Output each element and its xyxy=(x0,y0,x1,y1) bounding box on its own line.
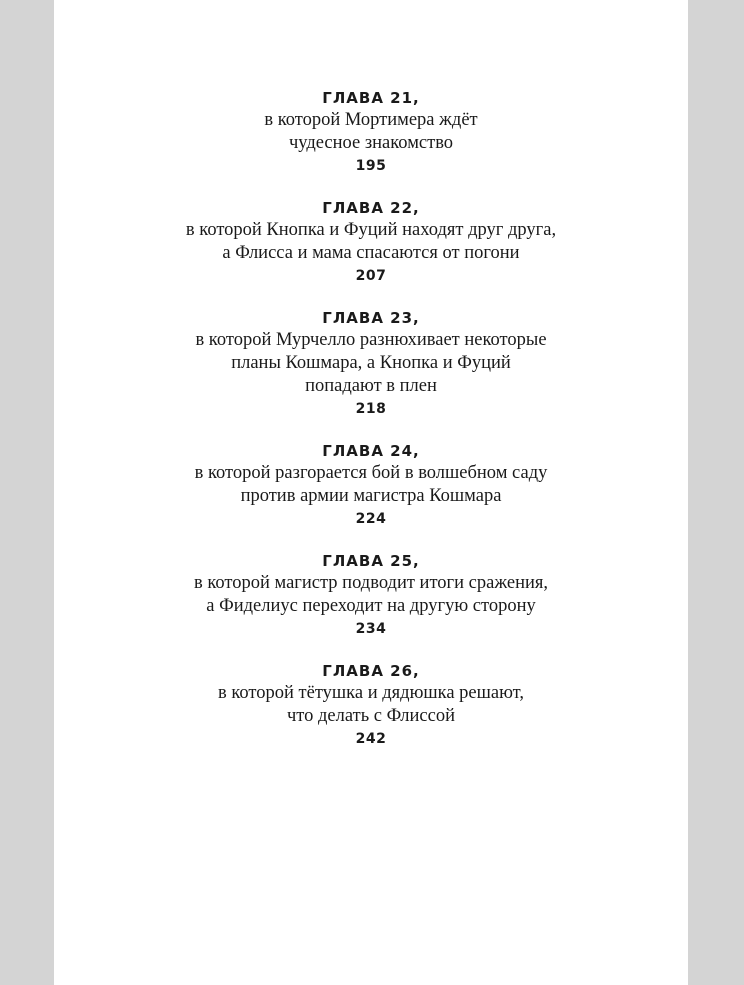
page-number: 218 xyxy=(355,401,387,417)
toc-entry xyxy=(54,197,688,287)
description-line: в которой магистр подводит итоги сражения, xyxy=(193,573,549,593)
chapter-heading: ГЛАВА 24, xyxy=(322,442,420,460)
chapter-description xyxy=(54,219,688,265)
description-line: что делать с Флиссой xyxy=(287,706,455,726)
description-line: попадают в плен xyxy=(305,376,437,396)
description-line: в которой Мурчелло разнюхивает некоторые xyxy=(195,330,547,350)
description-line: в которой Мортимера ждёт xyxy=(264,110,478,130)
book-page xyxy=(54,0,688,985)
toc-entry xyxy=(54,87,688,177)
table-of-contents xyxy=(54,87,688,770)
description-line: в которой тётушка и дядюшка решают, xyxy=(218,683,524,703)
chapter-description xyxy=(54,572,688,618)
chapter-heading: ГЛАВА 21, xyxy=(322,89,420,107)
chapter-heading: ГЛАВА 23, xyxy=(322,309,420,327)
chapter-description xyxy=(54,109,688,155)
toc-entry xyxy=(54,440,688,530)
description-line: планы Кошмара, а Кнопка и Фуций xyxy=(231,353,511,373)
description-line: а Фиделиус переходит на другую сторону xyxy=(206,596,536,616)
chapter-heading: ГЛАВА 25, xyxy=(322,552,420,570)
chapter-heading: ГЛАВА 26, xyxy=(322,662,420,680)
description-line: а Флисса и мама спасаются от погони xyxy=(222,243,520,263)
toc-entry xyxy=(54,550,688,640)
description-line: против армии магистра Кошмара xyxy=(240,486,502,506)
page-number: 234 xyxy=(355,621,387,637)
chapter-description xyxy=(54,682,688,728)
description-line: чудесное знакомство xyxy=(288,133,454,153)
chapter-description xyxy=(54,462,688,508)
description-line: в которой Кнопка и Фуций находят друг друга, xyxy=(185,220,557,240)
description-line: в которой разгорается бой в волшебном саду xyxy=(194,463,548,483)
page-number: 224 xyxy=(355,511,387,527)
toc-entry xyxy=(54,307,688,420)
chapter-description xyxy=(54,329,688,398)
page-number: 207 xyxy=(355,268,387,284)
page-number: 242 xyxy=(355,731,387,747)
page-number: 195 xyxy=(355,158,387,174)
chapter-heading: ГЛАВА 22, xyxy=(322,199,420,217)
toc-entry xyxy=(54,660,688,750)
